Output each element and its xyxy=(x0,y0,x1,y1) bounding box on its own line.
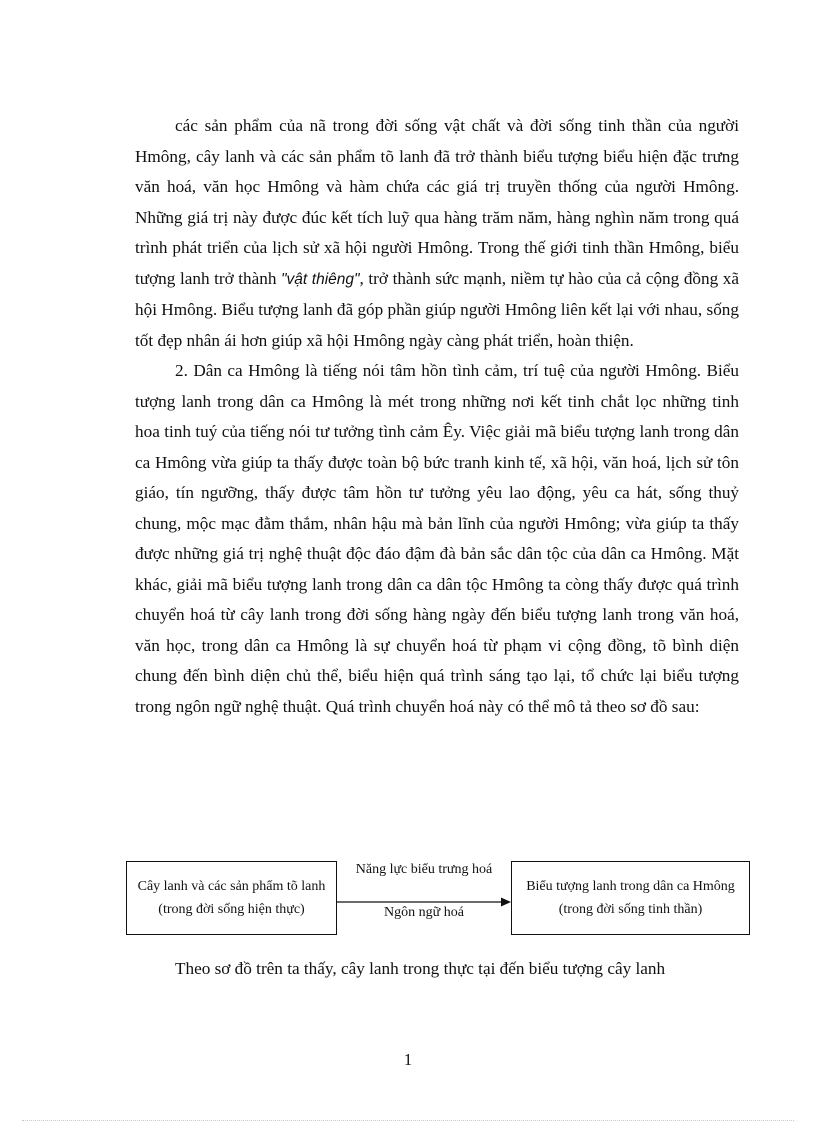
paragraph-1-italic-term: "vật thiêng" xyxy=(281,270,360,288)
paragraph-2: 2. Dân ca Hmông là tiếng nói tâm hồn tình cảm, trí tuệ của người Hmông. Biểu tượng lanh trong dân ca Hmông là mét trong những nơi kết tinh chắt lọc những tinh hoa tinh tuý của tiếng nói tư tưởng tình cảm Êy. Việc giải mã biểu tượng lanh trong dân ca Hmông vừa giúp ta thấy được toàn bộ bức tranh kinh tế, xã hội, văn hoá, lịch sử tôn giáo, tín ngưỡng, thấy được tâm hồn tư tưởng yêu lao động, yêu ca hát, sống thuỷ chung, mộc mạc đằm thắm, nhân hậu mà bản lĩnh của người Hmông; vừa giúp ta thấy được những giá trị nghệ thuật độc đáo đậm đà bản sắc dân tộc của dân ca Hmông. Mặt khác, giải mã biểu tượng lanh trong dân ca dân tộc Hmông ta còng thấy được quá trình chuyển hoá từ cây lanh trong đời sống hàng ngày đến biểu tượng lanh trong văn hoá, văn học, trong dân ca Hmông là sự chuyển hoá từ phạm vi cộng đồng, tõ bình diện chung đến bình diện chủ thể, biểu hiện quá trình sáng tạo lại, tổ chức lại biểu tượng trong ngôn ngữ nghệ thuật. Quá trình chuyển hoá này có thể mô tả theo sơ đồ sau: xyxy=(135,361,739,716)
diagram-target-box xyxy=(511,861,750,935)
footer-divider xyxy=(22,1120,794,1121)
diagram-arrow-bottom-label: Ngôn ngữ hoá xyxy=(384,905,464,920)
diagram-source-label: Cây lanh và các sản phẩm tõ lanh (trong đời sống hiện thực) xyxy=(137,879,326,917)
paragraph-1 xyxy=(135,111,739,356)
paragraph-1-text-a: các sản phẩm của nã trong đời sống vật chất và đời sống tinh thần của người Hmông, cây lanh và các sản phẩm tõ lanh đã trở thành biểu tượng biểu hiện đặc trưng văn hoá, văn học Hmông và hàm chứa các giá trị truyền thống của người Hmông. Những giá trị này được đúc kết tích luỹ qua hàng trăm năm, hàng nghìn năm trong quá trình phát triển của lịch sử xã hội người Hmông. Trong thế giới tinh thần Hmông, biểu tượng lanh trở thành xyxy=(135,116,739,288)
paragraph-1-text-b: , trở thành sức mạnh, niềm tự hào của cả cộng đồng xã hội Hmông. Biểu tượng lanh đã góp phần giúp người Hmông liên kết lại với nhau, sống tốt đẹp nhân ái hơn giúp xã hội Hmông ngày càng phát triển, hoàn thiện. xyxy=(135,268,739,350)
flow-diagram xyxy=(126,858,750,936)
diagram-target-label: Biểu tượng lanh trong dân ca Hmông (trong đời sống tinh thần) xyxy=(526,879,735,917)
diagram-arrow-top-label: Năng lực biểu trưng hoá xyxy=(355,862,493,877)
trailing-line: Theo sơ đồ trên ta thấy, cây lanh trong thực tại đến biểu tượng cây lanh xyxy=(175,959,666,978)
diagram-source-box xyxy=(126,861,337,935)
page-number: 1 xyxy=(403,1050,413,1069)
body-text xyxy=(135,111,739,722)
